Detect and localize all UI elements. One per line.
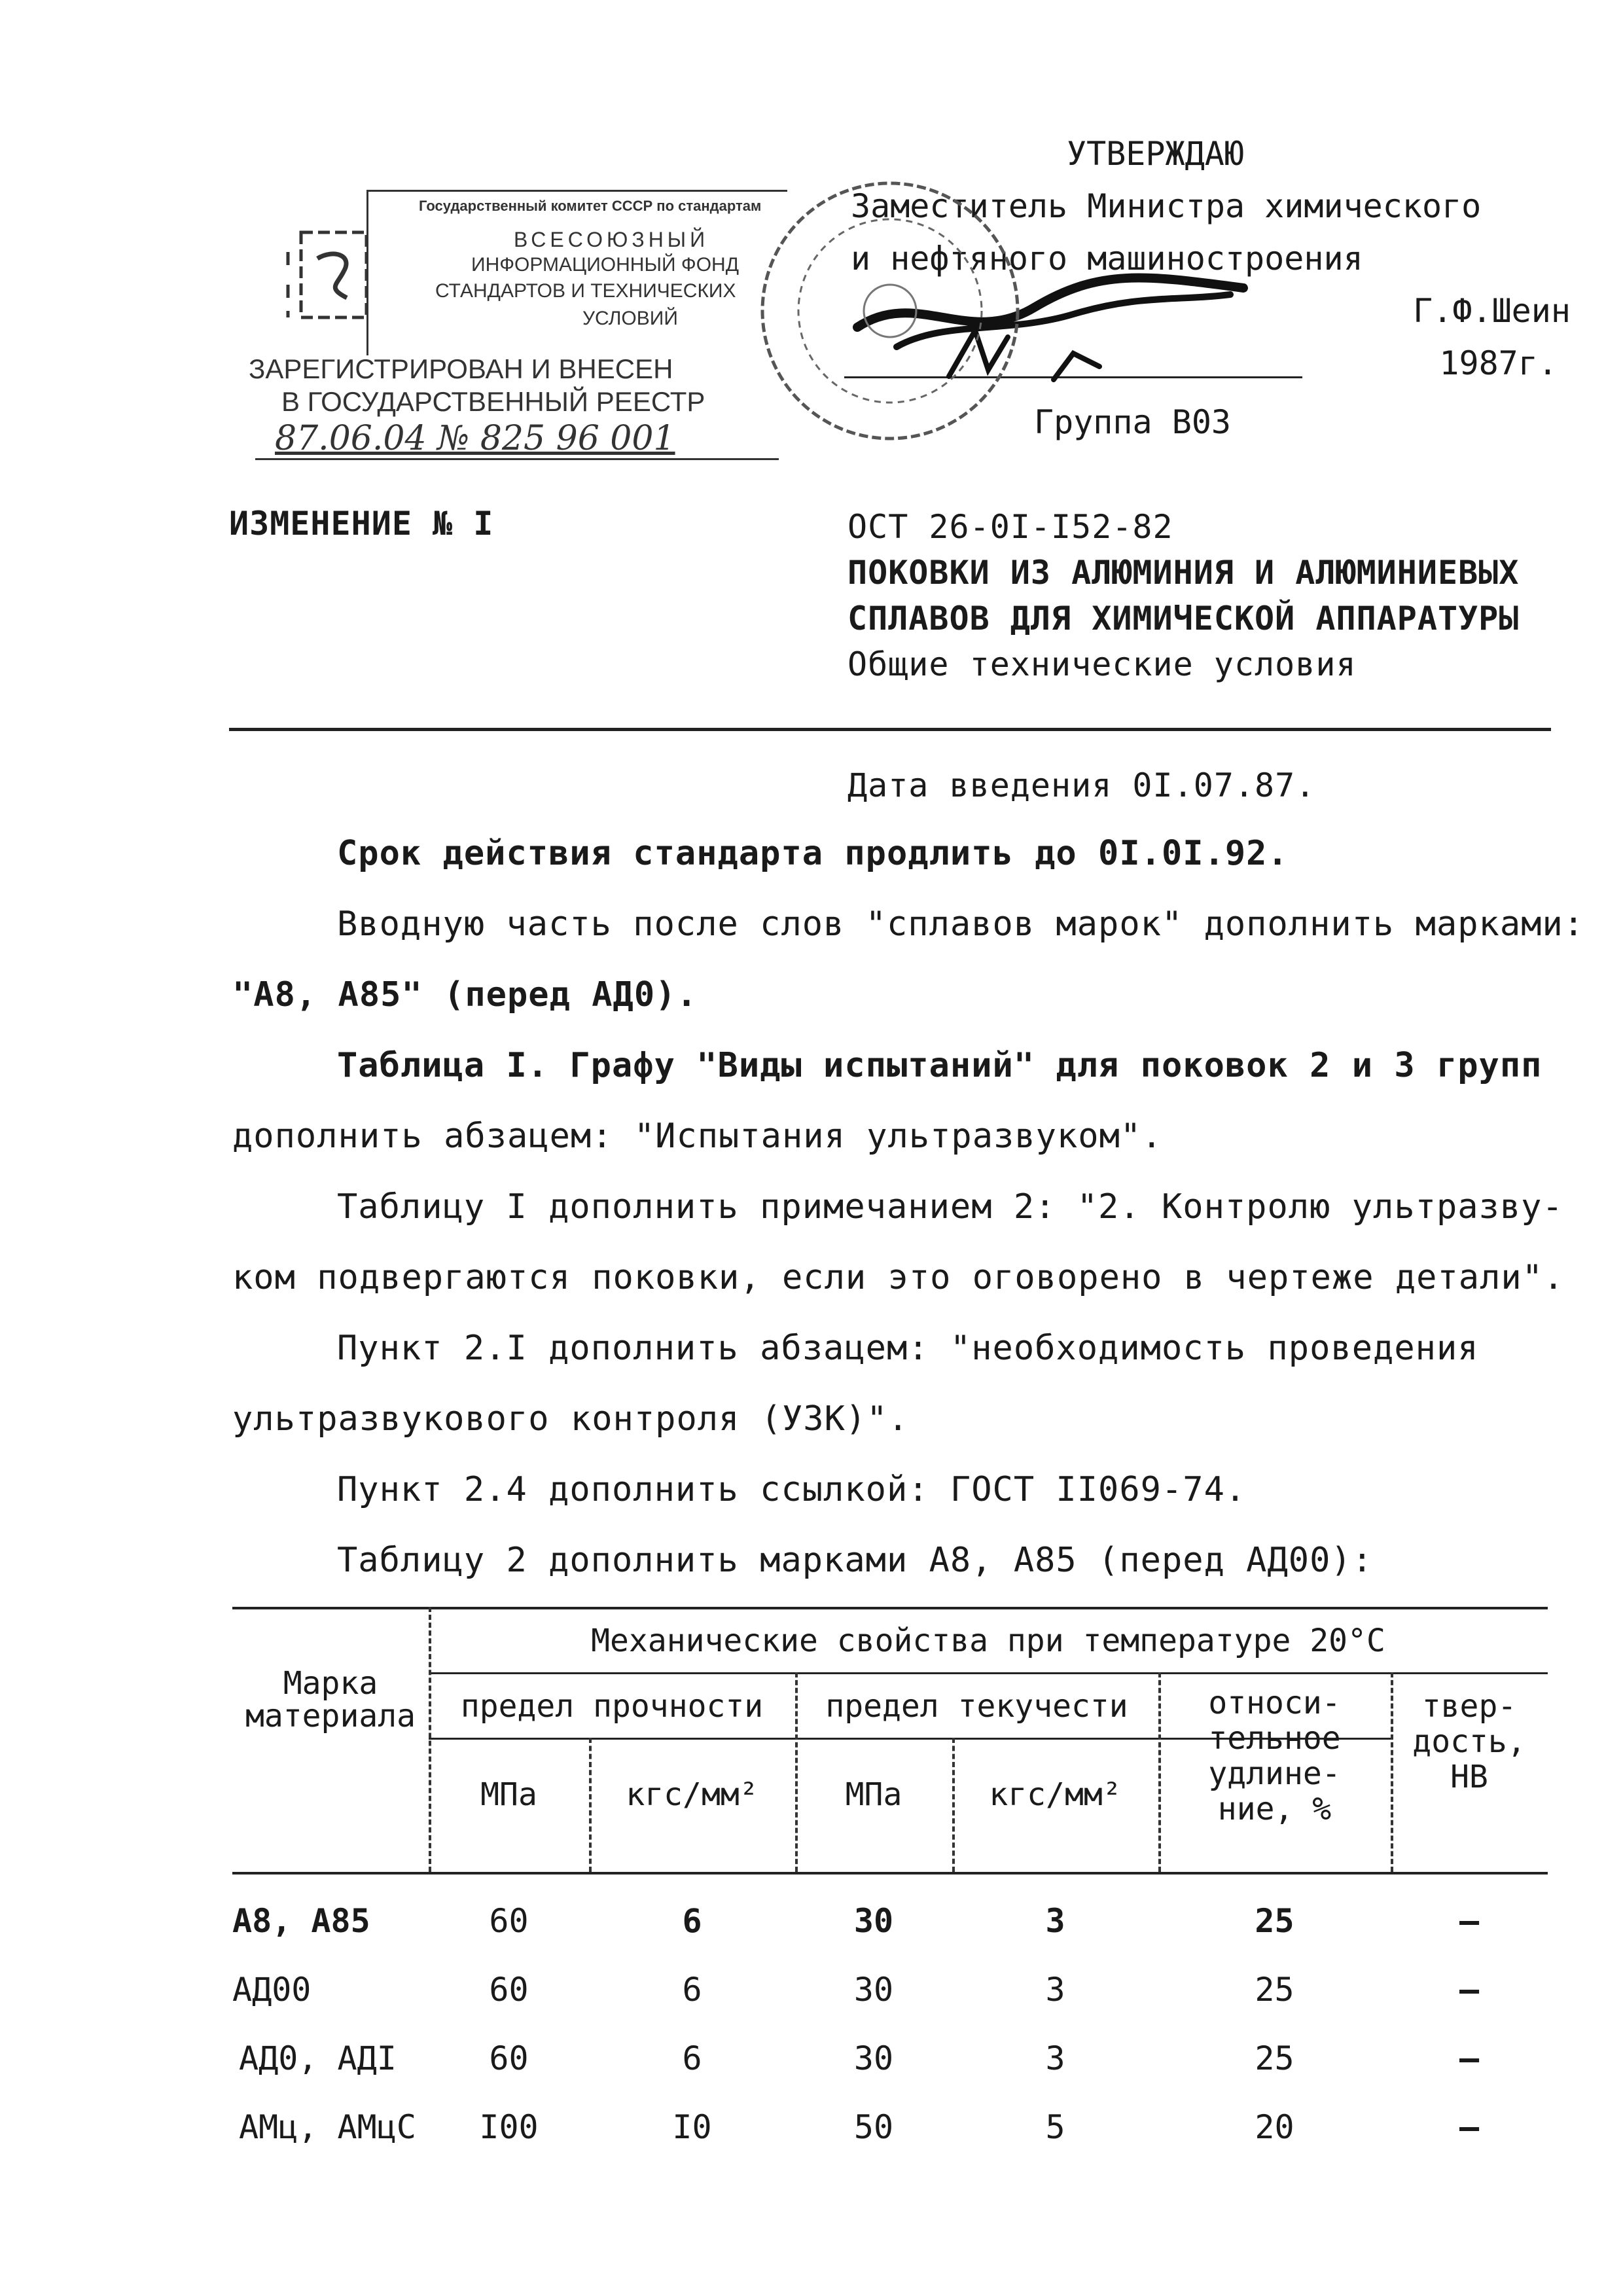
paragraph-table1-2: дополнить абзацем: "Испытания ультразвуком".: [232, 1117, 1163, 1156]
header-strength: предел прочности: [460, 1688, 764, 1725]
header-elong-line2: тельное: [1208, 1720, 1341, 1757]
doc-title-block: [847, 504, 1519, 687]
cell-yield-kgf: 3: [1045, 2039, 1065, 2077]
cell-strength-mpa: 60: [489, 2039, 529, 2077]
stamp-registered: ЗАРЕГИСТРИРОВАН И ВНЕСЕН: [249, 353, 673, 384]
paragraph-note-1: Таблицу I дополнить примечанием 2: "2. Контролю ультразву-: [337, 1187, 1563, 1227]
doc-subtitle: Общие технические условия: [847, 645, 1357, 683]
table-header-rule-1: [429, 1672, 1548, 1674]
paragraph-validity: Срок действия стандарта продлить до 0I.0I.92.: [337, 834, 1289, 873]
cell-strength-kgf: 6: [682, 1971, 702, 2009]
header-elong-line1: относи-: [1208, 1685, 1341, 1721]
header-hardness-line3: НВ: [1450, 1759, 1488, 1795]
cell-yield-kgf: 5: [1045, 2108, 1065, 2146]
paragraph-table2: Таблицу 2 дополнить марками А8, А85 (перед АД00):: [337, 1541, 1374, 1580]
cell-grade: АД0, АДI: [239, 2039, 397, 2077]
header-divider: [229, 728, 1551, 731]
header-elong-line4: ние, %: [1217, 1791, 1332, 1827]
cell-elongation: 25: [1255, 1971, 1294, 2009]
cell-elongation: 25: [1255, 2039, 1294, 2077]
stamp-fund-line4: УСЛОВИЙ: [582, 308, 678, 329]
cell-strength-kgf: I0: [672, 2108, 712, 2146]
stamp-fund-line1: ВСЕСОЮЗНЫЙ: [514, 228, 709, 251]
table-header-bottom-rule: [232, 1872, 1548, 1874]
cell-hardness: –: [1459, 2108, 1480, 2146]
cell-elongation: 20: [1255, 2108, 1294, 2146]
cell-hardness: –: [1459, 1971, 1480, 2009]
header-yield-mpa: МПа: [845, 1776, 902, 1813]
cell-hardness: –: [1459, 1902, 1480, 1940]
cell-strength-kgf: 6: [682, 1902, 702, 1940]
approval-position-line2: и нефтяного машиностроения: [851, 240, 1363, 278]
header-group: Механические свойства при температуре 20°С: [591, 1623, 1385, 1659]
cell-yield-mpa: 30: [853, 2039, 894, 2077]
cell-strength-mpa: 60: [489, 1971, 529, 2009]
stamp-reg-number: 87.06.04 № 825 96 001: [275, 419, 675, 458]
change-number: ИЗМЕНЕНИЕ № I: [229, 505, 494, 543]
cell-elongation: 25: [1255, 1902, 1294, 1940]
paragraph-note-2: ком подвергаются поковки, если это оговорено в чертеже детали".: [232, 1258, 1565, 1297]
approval-year: 1987г.: [1439, 344, 1558, 382]
header-hardness-line2: дость,: [1412, 1723, 1526, 1760]
doc-title-line2: СПЛАВОВ ДЛЯ ХИМИЧЕСКОЙ АППАРАТУРЫ: [847, 600, 1520, 637]
cell-yield-mpa: 30: [853, 1971, 894, 2009]
paragraph-clause21-1: Пункт 2.I дополнить абзацем: "необходимость проведения: [337, 1329, 1479, 1368]
doc-title-line1: ПОКОВКИ ИЗ АЛЮМИНИЯ И АЛЮМИНИЕВЫХ: [847, 554, 1520, 592]
change-text: [232, 818, 1585, 1596]
paragraph-clause21-2: ультразвукового контроля (УЗК)".: [232, 1399, 909, 1439]
approval-position-line1: Заместитель Министра химического: [851, 187, 1482, 225]
header-grade-line1: Марка: [283, 1665, 378, 1702]
round-seal-icon: [753, 173, 1027, 448]
group-label: Группа В03: [1034, 403, 1232, 441]
paragraph-clause24: Пункт 2.4 дополнить ссылкой: ГОСТ II069-74.: [337, 1470, 1247, 1509]
effective-date: Дата введения 0I.07.87.: [847, 766, 1316, 804]
stamp-bottom-line: [255, 458, 779, 460]
stamp-fund-line2: ИНФОРМАЦИОННЫЙ ФОНД: [471, 254, 740, 276]
cell-strength-mpa: I00: [479, 2108, 539, 2146]
cell-grade: АД00: [232, 1971, 312, 2009]
doc-code: ОСТ 26-0I-I52-82: [847, 508, 1173, 546]
cell-grade: АМц, АМцС: [239, 2108, 416, 2146]
header-yield: предел текучести: [825, 1688, 1128, 1725]
stamp-registry: В ГОСУДАРСТВЕННЫЙ РЕЕСТР: [281, 386, 705, 417]
stamp-fund-line3: СТАНДАРТОВ И ТЕХНИЧЕСКИХ: [435, 280, 736, 302]
header-strength-mpa: МПа: [480, 1776, 537, 1813]
header-yield-kgf: кгс/мм²: [989, 1776, 1122, 1813]
paragraph-intro-1: Вводную часть после слов "сплавов марок" дополнить марками:: [337, 905, 1585, 944]
paragraph-intro-2: "А8, А85" (перед АД0).: [232, 975, 698, 1014]
header-elong-line3: удлине-: [1208, 1755, 1341, 1792]
header-strength-kgf: кгс/мм²: [626, 1776, 758, 1813]
cell-yield-mpa: 30: [853, 1902, 894, 1940]
cell-yield-mpa: 50: [853, 2108, 894, 2146]
emblem-icon: [281, 226, 373, 324]
header-hardness-line1: твер-: [1421, 1688, 1517, 1725]
registration-stamp: [249, 190, 792, 471]
cell-yield-kgf: 3: [1045, 1902, 1065, 1940]
cell-hardness: –: [1459, 2039, 1480, 2077]
header-grade-line2: материала: [245, 1698, 416, 1734]
cell-strength-mpa: 60: [489, 1902, 529, 1940]
paragraph-table1-1: Таблица I. Графу "Виды испытаний" для поковок 2 и 3 групп: [337, 1046, 1543, 1085]
cell-grade: А8, А85: [232, 1902, 370, 1940]
stamp-committee: Государственный комитет СССР по стандартам: [419, 198, 762, 214]
cell-strength-kgf: 6: [682, 2039, 702, 2077]
approval-signatory: Г.Ф.Шеин: [1413, 292, 1571, 330]
approval-title: УТВЕРЖДАЮ: [1067, 135, 1244, 173]
cell-yield-kgf: 3: [1045, 1971, 1065, 2009]
